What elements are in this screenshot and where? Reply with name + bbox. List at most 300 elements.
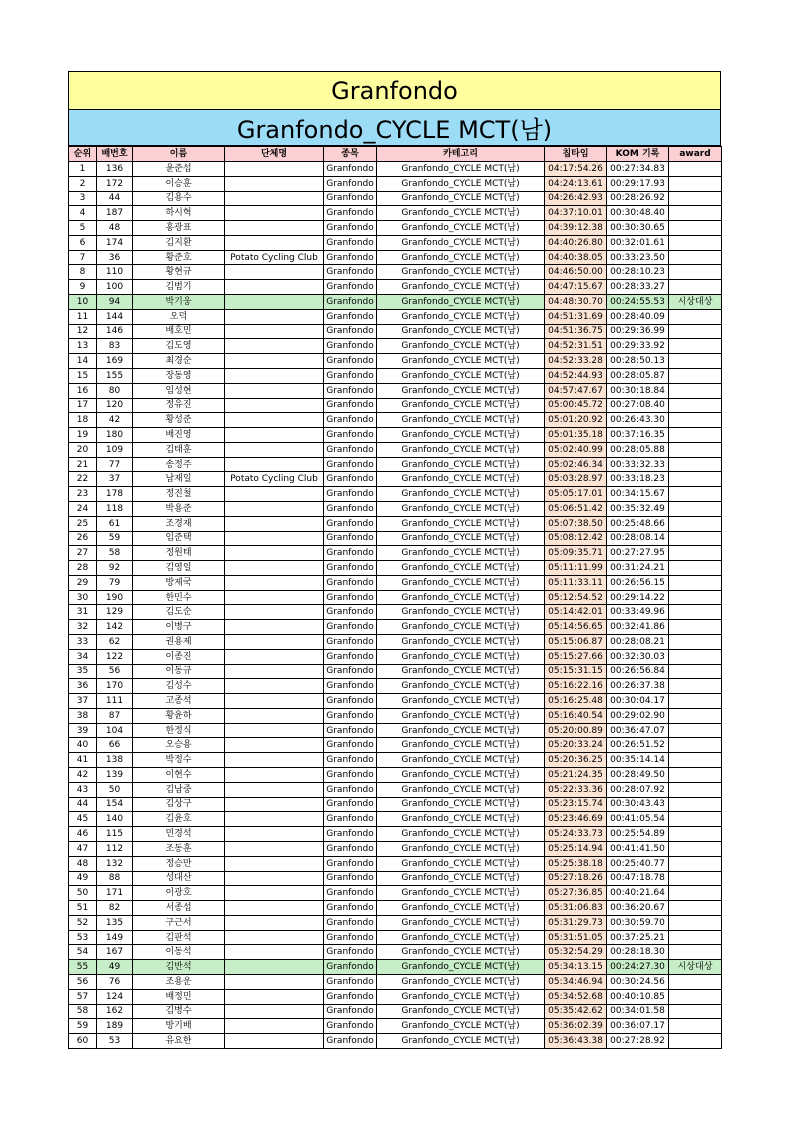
header-bib: 배번호: [97, 147, 133, 162]
cell-rank: 38: [69, 708, 97, 723]
cell-kom: 00:28:05.88: [607, 442, 669, 457]
cell-category: Granfondo_CYCLE MCT(남): [377, 664, 545, 679]
cell-name: 서종섭: [133, 901, 225, 916]
cell-award: [669, 309, 722, 324]
table-row: [69, 782, 722, 797]
cell-name: 홍광표: [133, 221, 225, 236]
results-table: [68, 146, 722, 1049]
cell-category: Granfondo_CYCLE MCT(남): [377, 812, 545, 827]
cell-award: [669, 708, 722, 723]
cell-kom: 00:26:56.84: [607, 664, 669, 679]
cell-event: Granfondo: [324, 694, 377, 709]
cell-bib: 83: [97, 339, 133, 354]
cell-bib: 36: [97, 250, 133, 265]
cell-rank: 1: [69, 162, 97, 177]
cell-rank: 54: [69, 945, 97, 960]
table-row: [69, 649, 722, 664]
cell-award: [669, 782, 722, 797]
cell-chip-time: 04:17:54.26: [545, 162, 607, 177]
cell-rank: 8: [69, 265, 97, 280]
cell-event: Granfondo: [324, 605, 377, 620]
cell-category: Granfondo_CYCLE MCT(남): [377, 1034, 545, 1049]
cell-chip-time: 04:52:33.28: [545, 354, 607, 369]
cell-team: [225, 856, 324, 871]
cell-bib: 88: [97, 871, 133, 886]
cell-name: 최경순: [133, 354, 225, 369]
cell-team: [225, 428, 324, 443]
cell-chip-time: 04:57:47.67: [545, 383, 607, 398]
cell-name: 윤준섭: [133, 162, 225, 177]
cell-chip-time: 05:34:46.94: [545, 974, 607, 989]
cell-category: Granfondo_CYCLE MCT(남): [377, 901, 545, 916]
cell-team: [225, 398, 324, 413]
cell-chip-time: 05:15:06.87: [545, 635, 607, 650]
cell-team: [225, 945, 324, 960]
cell-award: [669, 886, 722, 901]
cell-category: Granfondo_CYCLE MCT(남): [377, 162, 545, 177]
cell-category: Granfondo_CYCLE MCT(남): [377, 442, 545, 457]
cell-award: [669, 280, 722, 295]
cell-name: 김성수: [133, 679, 225, 694]
cell-award: [669, 516, 722, 531]
cell-name: 민경석: [133, 827, 225, 842]
cell-category: Granfondo_CYCLE MCT(남): [377, 974, 545, 989]
cell-category: Granfondo_CYCLE MCT(남): [377, 620, 545, 635]
cell-kom: 00:28:07.92: [607, 782, 669, 797]
cell-team: [225, 280, 324, 295]
cell-event: Granfondo: [324, 738, 377, 753]
cell-bib: 187: [97, 206, 133, 221]
cell-category: Granfondo_CYCLE MCT(남): [377, 295, 545, 310]
table-row: [69, 442, 722, 457]
table-row: [69, 413, 722, 428]
cell-event: Granfondo: [324, 782, 377, 797]
cell-name: 김태훈: [133, 442, 225, 457]
cell-chip-time: 05:25:38.18: [545, 856, 607, 871]
cell-bib: 42: [97, 413, 133, 428]
cell-team: [225, 915, 324, 930]
cell-team: Potato Cycling Club: [225, 472, 324, 487]
table-row: [69, 176, 722, 191]
cell-category: Granfondo_CYCLE MCT(남): [377, 428, 545, 443]
cell-rank: 56: [69, 974, 97, 989]
cell-award: [669, 235, 722, 250]
cell-team: [225, 930, 324, 945]
cell-award: [669, 531, 722, 546]
cell-award: [669, 561, 722, 576]
cell-kom: 00:28:26.92: [607, 191, 669, 206]
cell-rank: 40: [69, 738, 97, 753]
cell-team: [225, 590, 324, 605]
cell-name: 김윤호: [133, 812, 225, 827]
table-row: [69, 250, 722, 265]
cell-chip-time: 05:31:51.05: [545, 930, 607, 945]
table-row: [69, 620, 722, 635]
cell-name: 배진영: [133, 428, 225, 443]
cell-team: [225, 679, 324, 694]
cell-bib: 142: [97, 620, 133, 635]
cell-event: Granfondo: [324, 974, 377, 989]
cell-chip-time: 05:36:43.38: [545, 1034, 607, 1049]
table-row: [69, 1034, 722, 1049]
table-row: [69, 324, 722, 339]
cell-name: 배정민: [133, 989, 225, 1004]
cell-rank: 3: [69, 191, 97, 206]
table-row: [69, 575, 722, 590]
cell-category: Granfondo_CYCLE MCT(남): [377, 605, 545, 620]
cell-event: Granfondo: [324, 442, 377, 457]
cell-kom: 00:30:43.43: [607, 797, 669, 812]
cell-award: [669, 974, 722, 989]
cell-event: Granfondo: [324, 457, 377, 472]
cell-category: Granfondo_CYCLE MCT(남): [377, 782, 545, 797]
table-row: [69, 664, 722, 679]
cell-award: [669, 827, 722, 842]
cell-bib: 115: [97, 827, 133, 842]
cell-event: Granfondo: [324, 487, 377, 502]
cell-event: Granfondo: [324, 901, 377, 916]
cell-kom: 00:28:08.21: [607, 635, 669, 650]
cell-award: 시상대상: [669, 295, 722, 310]
cell-rank: 28: [69, 561, 97, 576]
cell-award: [669, 841, 722, 856]
cell-category: Granfondo_CYCLE MCT(남): [377, 472, 545, 487]
cell-chip-time: 05:16:22.16: [545, 679, 607, 694]
cell-team: [225, 635, 324, 650]
cell-kom: 00:28:33.27: [607, 280, 669, 295]
cell-bib: 110: [97, 265, 133, 280]
cell-bib: 61: [97, 516, 133, 531]
cell-chip-time: 05:27:18.26: [545, 871, 607, 886]
cell-chip-time: 04:37:10.01: [545, 206, 607, 221]
cell-team: [225, 516, 324, 531]
cell-team: [225, 413, 324, 428]
cell-kom: 00:29:14.22: [607, 590, 669, 605]
cell-rank: 43: [69, 782, 97, 797]
cell-award: [669, 383, 722, 398]
cell-chip-time: 04:52:31.51: [545, 339, 607, 354]
cell-award: [669, 649, 722, 664]
cell-event: Granfondo: [324, 265, 377, 280]
table-row: [69, 679, 722, 694]
cell-rank: 2: [69, 176, 97, 191]
cell-award: [669, 354, 722, 369]
cell-event: Granfondo: [324, 649, 377, 664]
cell-event: Granfondo: [324, 827, 377, 842]
cell-team: [225, 191, 324, 206]
cell-award: [669, 398, 722, 413]
cell-bib: 76: [97, 974, 133, 989]
cell-event: Granfondo: [324, 546, 377, 561]
cell-chip-time: 04:46:50.00: [545, 265, 607, 280]
cell-chip-time: 05:16:40.54: [545, 708, 607, 723]
cell-event: Granfondo: [324, 501, 377, 516]
cell-rank: 30: [69, 590, 97, 605]
table-row: [69, 723, 722, 738]
table-row: [69, 561, 722, 576]
cell-award: [669, 428, 722, 443]
cell-rank: 23: [69, 487, 97, 502]
cell-event: Granfondo: [324, 368, 377, 383]
cell-bib: 129: [97, 605, 133, 620]
cell-chip-time: 04:26:42.93: [545, 191, 607, 206]
cell-bib: 44: [97, 191, 133, 206]
cell-team: [225, 265, 324, 280]
cell-name: 이동규: [133, 664, 225, 679]
cell-event: Granfondo: [324, 221, 377, 236]
cell-chip-time: 05:34:13.15: [545, 960, 607, 975]
table-row: [69, 339, 722, 354]
cell-kom: 00:35:14.14: [607, 753, 669, 768]
table-row: [69, 472, 722, 487]
cell-team: [225, 664, 324, 679]
cell-kom: 00:28:49.50: [607, 768, 669, 783]
cell-team: [225, 649, 324, 664]
cell-chip-time: 04:51:36.75: [545, 324, 607, 339]
cell-bib: 136: [97, 162, 133, 177]
cell-category: Granfondo_CYCLE MCT(남): [377, 339, 545, 354]
table-row: [69, 974, 722, 989]
cell-event: Granfondo: [324, 635, 377, 650]
cell-event: Granfondo: [324, 354, 377, 369]
cell-award: [669, 324, 722, 339]
cell-event: Granfondo: [324, 930, 377, 945]
cell-bib: 172: [97, 176, 133, 191]
cell-award: [669, 265, 722, 280]
cell-kom: 00:28:18.30: [607, 945, 669, 960]
cell-bib: 178: [97, 487, 133, 502]
cell-kom: 00:36:07.17: [607, 1019, 669, 1034]
cell-event: Granfondo: [324, 989, 377, 1004]
cell-team: [225, 989, 324, 1004]
header-award: award: [669, 147, 722, 162]
cell-award: [669, 221, 722, 236]
cell-name: 김반석: [133, 960, 225, 975]
cell-category: Granfondo_CYCLE MCT(남): [377, 354, 545, 369]
cell-award: [669, 442, 722, 457]
cell-team: [225, 768, 324, 783]
cell-event: Granfondo: [324, 664, 377, 679]
cell-category: Granfondo_CYCLE MCT(남): [377, 487, 545, 502]
table-row: [69, 886, 722, 901]
cell-kom: 00:27:08.40: [607, 398, 669, 413]
header-rank: 순위: [69, 147, 97, 162]
cell-chip-time: 05:00:45.72: [545, 398, 607, 413]
cell-event: Granfondo: [324, 1004, 377, 1019]
cell-name: 오승용: [133, 738, 225, 753]
cell-team: [225, 1019, 324, 1034]
table-row: [69, 368, 722, 383]
cell-team: [225, 738, 324, 753]
cell-rank: 48: [69, 856, 97, 871]
cell-category: Granfondo_CYCLE MCT(남): [377, 501, 545, 516]
cell-kom: 00:34:15.67: [607, 487, 669, 502]
cell-award: [669, 945, 722, 960]
cell-event: Granfondo: [324, 723, 377, 738]
cell-chip-time: 05:11:11.99: [545, 561, 607, 576]
cell-chip-time: 05:02:46.34: [545, 457, 607, 472]
cell-bib: 80: [97, 383, 133, 398]
cell-award: [669, 768, 722, 783]
cell-name: 송정주: [133, 457, 225, 472]
cell-rank: 50: [69, 886, 97, 901]
cell-rank: 47: [69, 841, 97, 856]
cell-rank: 21: [69, 457, 97, 472]
cell-event: Granfondo: [324, 812, 377, 827]
cell-rank: 24: [69, 501, 97, 516]
table-row: [69, 280, 722, 295]
cell-chip-time: 05:23:15.74: [545, 797, 607, 812]
cell-name: 황준호: [133, 250, 225, 265]
cell-chip-time: 04:52:44.93: [545, 368, 607, 383]
cell-kom: 00:30:59.70: [607, 915, 669, 930]
cell-category: Granfondo_CYCLE MCT(남): [377, 457, 545, 472]
category-title: Granfondo_CYCLE MCT(남): [68, 109, 721, 146]
header-kom: KOM 기록: [607, 147, 669, 162]
cell-award: [669, 575, 722, 590]
cell-rank: 36: [69, 679, 97, 694]
cell-rank: 13: [69, 339, 97, 354]
cell-chip-time: 05:27:36.85: [545, 886, 607, 901]
cell-event: Granfondo: [324, 191, 377, 206]
cell-name: 김범기: [133, 280, 225, 295]
cell-name: 황윤하: [133, 708, 225, 723]
cell-kom: 00:26:56.15: [607, 575, 669, 590]
cell-award: [669, 989, 722, 1004]
cell-rank: 7: [69, 250, 97, 265]
cell-event: Granfondo: [324, 797, 377, 812]
cell-category: Granfondo_CYCLE MCT(남): [377, 930, 545, 945]
cell-name: 정진철: [133, 487, 225, 502]
cell-event: Granfondo: [324, 295, 377, 310]
cell-rank: 51: [69, 901, 97, 916]
cell-chip-time: 05:06:51.42: [545, 501, 607, 516]
cell-name: 김지환: [133, 235, 225, 250]
cell-rank: 4: [69, 206, 97, 221]
cell-bib: 58: [97, 546, 133, 561]
cell-name: 김판석: [133, 930, 225, 945]
cell-rank: 26: [69, 531, 97, 546]
cell-rank: 58: [69, 1004, 97, 1019]
cell-kom: 00:41:05.54: [607, 812, 669, 827]
table-row: [69, 945, 722, 960]
table-row: [69, 398, 722, 413]
cell-rank: 33: [69, 635, 97, 650]
table-row: [69, 841, 722, 856]
table-row: [69, 354, 722, 369]
cell-name: 남재일: [133, 472, 225, 487]
cell-chip-time: 05:05:17.01: [545, 487, 607, 502]
cell-bib: 112: [97, 841, 133, 856]
cell-kom: 00:33:32.33: [607, 457, 669, 472]
cell-kom: 00:30:48.40: [607, 206, 669, 221]
cell-event: Granfondo: [324, 324, 377, 339]
cell-team: [225, 442, 324, 457]
cell-award: [669, 694, 722, 709]
cell-bib: 122: [97, 649, 133, 664]
table-row: [69, 235, 722, 250]
cell-category: Granfondo_CYCLE MCT(남): [377, 383, 545, 398]
cell-chip-time: 05:36:02.39: [545, 1019, 607, 1034]
cell-rank: 18: [69, 413, 97, 428]
table-row: [69, 708, 722, 723]
cell-chip-time: 05:14:56.65: [545, 620, 607, 635]
cell-bib: 62: [97, 635, 133, 650]
cell-bib: 53: [97, 1034, 133, 1049]
table-row: [69, 501, 722, 516]
table-row: [69, 871, 722, 886]
cell-team: [225, 162, 324, 177]
table-row: [69, 487, 722, 502]
table-row: [69, 516, 722, 531]
cell-category: Granfondo_CYCLE MCT(남): [377, 191, 545, 206]
cell-bib: 100: [97, 280, 133, 295]
cell-bib: 48: [97, 221, 133, 236]
cell-bib: 49: [97, 960, 133, 975]
cell-rank: 17: [69, 398, 97, 413]
cell-award: [669, 871, 722, 886]
cell-bib: 190: [97, 590, 133, 605]
cell-name: 김도순: [133, 605, 225, 620]
cell-award: [669, 812, 722, 827]
cell-kom: 00:30:24.56: [607, 974, 669, 989]
cell-category: Granfondo_CYCLE MCT(남): [377, 856, 545, 871]
cell-name: 임준택: [133, 531, 225, 546]
cell-kom: 00:29:36.99: [607, 324, 669, 339]
cell-kom: 00:33:23.50: [607, 250, 669, 265]
table-row: [69, 531, 722, 546]
cell-name: 이동석: [133, 945, 225, 960]
cell-name: 방기배: [133, 1019, 225, 1034]
cell-kom: 00:47:18.78: [607, 871, 669, 886]
cell-award: [669, 487, 722, 502]
cell-name: 박용준: [133, 501, 225, 516]
cell-event: Granfondo: [324, 516, 377, 531]
cell-award: [669, 250, 722, 265]
cell-kom: 00:28:05.87: [607, 368, 669, 383]
cell-event: Granfondo: [324, 235, 377, 250]
cell-category: Granfondo_CYCLE MCT(남): [377, 768, 545, 783]
header-chip-time: 칩타임: [545, 147, 607, 162]
cell-name: 배호민: [133, 324, 225, 339]
cell-category: Granfondo_CYCLE MCT(남): [377, 531, 545, 546]
cell-name: 유요한: [133, 1034, 225, 1049]
cell-kom: 00:26:43.30: [607, 413, 669, 428]
cell-category: Granfondo_CYCLE MCT(남): [377, 694, 545, 709]
cell-name: 정원태: [133, 546, 225, 561]
cell-award: [669, 501, 722, 516]
cell-category: Granfondo_CYCLE MCT(남): [377, 797, 545, 812]
table-row: [69, 901, 722, 916]
cell-award: 시상대상: [669, 960, 722, 975]
cell-bib: 169: [97, 354, 133, 369]
cell-category: Granfondo_CYCLE MCT(남): [377, 635, 545, 650]
cell-award: [669, 206, 722, 221]
cell-award: [669, 930, 722, 945]
cell-team: [225, 221, 324, 236]
cell-team: [225, 797, 324, 812]
cell-name: 황성준: [133, 413, 225, 428]
cell-event: Granfondo: [324, 398, 377, 413]
header-team: 단체명: [225, 147, 324, 162]
cell-event: Granfondo: [324, 708, 377, 723]
cell-team: [225, 354, 324, 369]
cell-bib: 180: [97, 428, 133, 443]
cell-award: [669, 413, 722, 428]
cell-rank: 31: [69, 605, 97, 620]
cell-chip-time: 05:34:52.68: [545, 989, 607, 1004]
cell-rank: 16: [69, 383, 97, 398]
